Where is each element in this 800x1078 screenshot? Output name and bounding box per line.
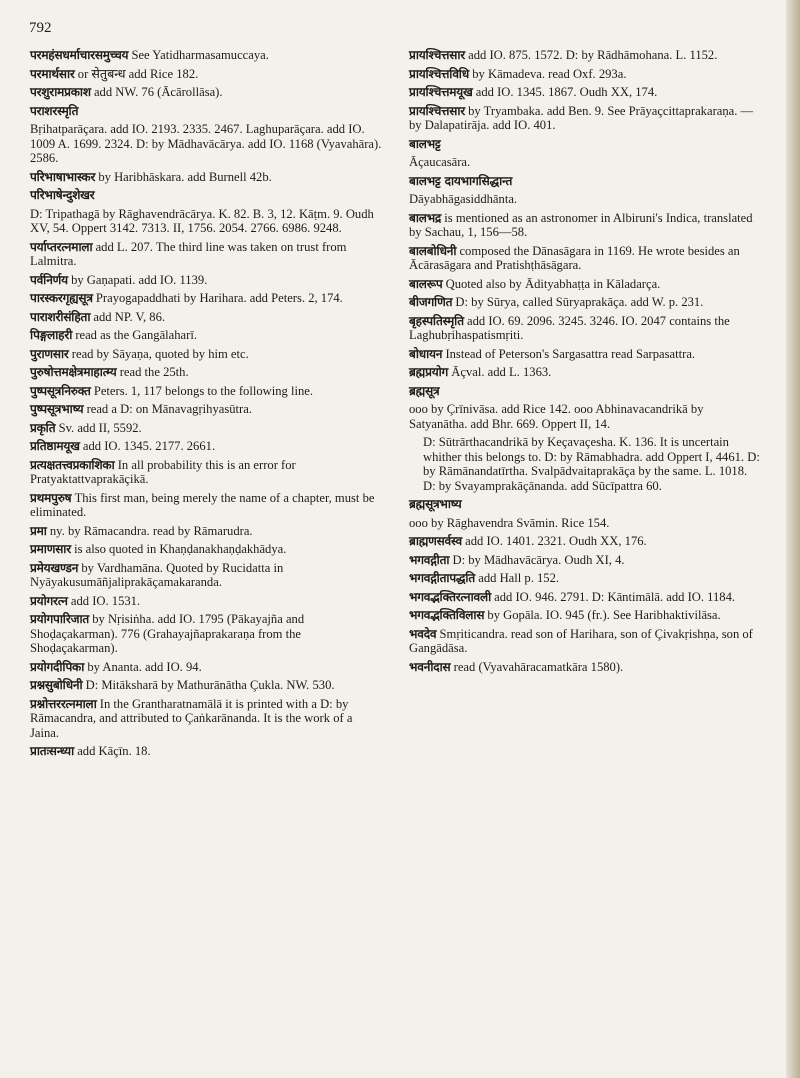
sanskrit-headword: पुष्पसूत्रभाष्य [30,402,84,416]
index-entry [409,516,761,531]
sanskrit-headword: पर्याप्तरत्नमाला [30,239,93,254]
entry-text: ooo by Çrīnivāsa. add Rice 142. ooo Abhinavacandrikā by Satyanātha. add Bhr. 669. Oppert II, 14. [409,402,704,431]
index-entry [409,295,761,310]
sanskrit-headword: भगवद्भक्तिविलास [409,608,485,622]
index-entry [409,608,761,623]
sanskrit-headword: ब्रह्मप्रयोग [409,365,449,379]
page-edge-shadow [786,0,800,1078]
index-entry [30,347,382,362]
sanskrit-headword: बीजगणित [409,295,453,309]
index-entry [409,104,761,133]
entry-text: Āçaucasāra. [409,155,471,169]
entry-text: read a D: on Mānavagṛihyasūtra. [86,402,252,416]
index-entry [409,137,761,152]
index-entry [30,122,382,166]
index-entry [30,542,382,557]
index-entry [409,365,761,380]
index-entry [30,85,382,100]
sanskrit-headword: ब्रह्मसूत्र [409,383,440,398]
sanskrit-headword: बालरूप [409,276,443,291]
left-column [30,48,382,763]
sanskrit-headword: प्रायश्चित्तविधि [409,66,470,81]
entry-text: Quoted also by Ādityabhaṭṭa in Kāladarça. [445,276,661,291]
index-entry [409,155,761,170]
index-entry [30,439,382,454]
index-entry [409,211,761,240]
sanskrit-headword: परिभाषेन्दुशेखर [30,188,95,202]
sanskrit-headword: प्रायश्चित्तसार [409,48,465,62]
entry-text: See Yatidharmasamuccaya. [131,48,269,62]
index-entry [30,328,382,343]
index-entry [30,594,382,609]
sanskrit-headword: प्रतिष्ठामयूख [30,439,80,453]
index-entry [409,497,761,512]
sanskrit-headword: प्रयोगपारिजात [30,612,90,626]
sanskrit-headword: प्रातःसन्ध्या [30,744,75,758]
index-entry [409,553,761,568]
index-entry [30,104,382,119]
sanskrit-headword: परमहंसधर्माचारसमुच्चय [30,48,129,62]
entry-text: or सेतुबन्ध add Rice 182. [77,66,199,81]
index-entry [409,192,761,207]
sanskrit-headword: बालभट्ट [409,136,441,151]
index-entry [30,697,382,741]
sanskrit-headword: प्रमा [30,523,47,538]
sanskrit-headword: भगवद्गीतापद्धति [409,571,476,585]
index-entry [409,402,761,431]
sanskrit-headword: प्रायश्चित्तसार [409,103,465,118]
sanskrit-headword: बृहस्पतिस्मृति [409,313,464,328]
entry-text: read by Sāyaṇa, quoted by him etc. [71,346,249,361]
sanskrit-headword: बालभट्ट दायभागसिद्धान्त [409,173,513,188]
sanskrit-headword: प्रश्नोत्तररत्नमाला [30,696,97,711]
index-entry [30,291,382,306]
entry-text: D: by Sūrya, called Sūryaprakāça. add W. p. 231. [455,295,704,309]
index-entry [409,48,761,63]
sanskrit-headword: ब्रह्मसूत्रभाष्य [409,497,462,511]
sanskrit-headword: बालभद्र [409,210,442,225]
entry-text: Smṛiticandra. read son of Harihara, son of Çivakṛishṇa, son of Gangādāsa. [409,626,753,655]
index-entry [30,421,382,436]
index-entry [409,85,761,100]
sanskrit-headword: परिभाषाभास्कर [30,169,96,184]
entry-text: D: Mitāksharā by Mathurānātha Çukla. NW. 530. [85,678,335,692]
index-entry [409,571,761,586]
sanskrit-headword: परशुरामप्रकाश [30,85,91,99]
index-entry [409,435,761,493]
entry-text: Peters. 1, 117 belongs to the following line. [93,383,314,398]
index-entry [30,365,382,380]
entry-text: add IO. 875. 1572. D: by Rādhāmohana. L. 1152. [468,48,718,62]
sanskrit-headword: ब्राह्मणसर्वस्व [409,534,462,548]
right-column [409,48,761,678]
entry-text: by Gaṇapati. add IO. 1139. [71,272,208,287]
entry-text: by Ananta. add IO. 94. [87,659,202,674]
index-entry [30,402,382,417]
index-entry [30,744,382,759]
index-entry [30,207,382,236]
entry-text: ny. by Rāmacandra. read by Rāmarudra. [49,523,253,538]
index-entry [409,67,761,82]
sanskrit-headword: पिङ्गलाहरी [30,328,73,342]
index-entry [30,612,382,656]
index-entry [30,188,382,203]
sanskrit-headword: पर्वनिर्णय [30,272,68,287]
page-number: 792 [29,20,52,36]
index-entry [30,524,382,539]
entry-text: add NP. V, 86. [93,309,166,324]
index-entry [409,660,761,675]
entry-text: by Tryambaka. add Ben. 9. See Prāyaçcittaprakaraṇa. — by Dalapatirāja. add IO. 401. [409,103,754,132]
entry-text: add IO. 1531. [70,593,141,608]
index-entry [30,561,382,590]
entry-text: by Gopāla. IO. 945 (fr.). See Haribhaktivilāsa. [487,608,721,622]
sanskrit-headword: प्रकृति [30,420,56,435]
entry-text: D: Tripathagā by Rāghavendrācārya. K. 82. B. 3, 12. Kāṭm. 9. Oudh XV, 54. Oppert 3142. 7313. II, 1756. 2054. 2766. 6986. 9248. [30,206,374,235]
index-entry [30,660,382,675]
entry-text: composed the Dānasāgara in 1169. He wrote besides an Ācārasāgara and Pratishṭhāsāgara. [409,243,740,272]
entry-text: Sv. add II, 5592. [58,420,142,435]
sanskrit-headword: पुष्पसूत्रनिरुक्त [30,383,91,398]
entry-text: This first man, being merely the name of a chapter, must be eliminated. [30,490,375,519]
entry-text: is also quoted in Khaṇḍanakhaṇḍakhādya. [74,542,287,556]
index-entry [30,384,382,399]
index-entry [409,347,761,362]
index-entry [30,240,382,269]
sanskrit-headword: बोधायन [409,346,443,361]
entry-text: In the Grantharatnamālā it is printed with a D: by Rāmacandra, and attributed to Çaṅkarānanda. It is the work of a Jaina. [30,696,353,740]
sanskrit-headword: प्रमाणसार [30,542,71,556]
sanskrit-headword: प्रथमपुरुष [30,490,72,505]
index-entry [30,310,382,325]
index-entry [409,244,761,273]
sanskrit-headword: भगवद्भक्तिरत्नावली [409,589,491,604]
entry-text: add NW. 76 (Ācārollāsa). [93,85,223,99]
sanskrit-headword: प्रायश्चित्तमयूख [409,85,473,99]
entry-text: D: by Mādhavācārya. Oudh XI, 4. [452,552,625,567]
entry-text: add Kāçīn. 18. [77,744,151,758]
entry-text: In all probability this is an error for Pratyaktattvaprakāçikā. [30,457,296,486]
index-entry [409,314,761,343]
entry-text: by Haribhāskara. add Burnell 42b. [98,169,272,184]
index-entry [30,273,382,288]
index-entry [409,534,761,549]
index-entry [30,67,382,82]
sanskrit-headword: पारस्करगृह्यसूत्र [30,291,93,305]
index-entry [30,678,382,693]
sanskrit-headword: पराशरस्मृति [30,103,79,118]
entry-text: add Hall p. 152. [478,571,560,585]
entry-text: by Nṛisiṅha. add IO. 1795 (Pākayajña and Shoḍaçakarman). 776 (Grahayajñaprakaraṇa from the Shoḍaçakarman). [30,612,305,655]
entry-text: by Kāmadeva. read Oxf. 293a. [472,66,627,81]
sanskrit-headword: पाराशरीसंहिता [30,309,91,324]
index-entry [30,491,382,520]
entry-text: ooo by Rāghavendra Svāmin. Rice 154. [409,515,610,530]
entry-text: is mentioned as an astronomer in Albiruni's Indica, translated by Sachau, 1, 156—58. [409,210,753,239]
entry-text: Āçval. add L. 1363. [451,365,552,379]
entry-text: Bṛihatparāçara. add IO. 2193. 2335. 2467. Laghuparāçara. add IO. 1009 A. 1699. 2324. D: by Mādhavācārya. add IO. 1168 (Vyavahāra). 2586. [30,122,382,165]
entry-text: Instead of Peterson's Sargasattra read Sarpasattra. [445,346,696,361]
sanskrit-headword: भवदेव [409,626,437,641]
sanskrit-headword: पुराणसार [30,346,69,361]
entry-text: read as the Gangālaharī. [75,328,197,342]
index-entry [30,458,382,487]
entry-text: add IO. 1345. 2177. 2661. [82,439,216,453]
sanskrit-headword: प्रश्नसुबोधिनी [30,678,83,692]
sanskrit-headword: बालबोधिनी [409,243,457,258]
entry-text: read the 25th. [119,365,189,379]
sanskrit-headword: परमार्थसार [30,66,75,81]
entry-text: Dāyabhāgasiddhānta. [409,192,518,206]
entry-text: add IO. 1345. 1867. Oudh XX, 174. [475,85,658,99]
index-entry [409,627,761,656]
index-entry [30,170,382,185]
entry-text: add IO. 69. 2096. 3245. 3246. IO. 2047 contains the Laghubṛihaspatismṛiti. [409,313,730,342]
sanskrit-headword: पुरुषोत्तमक्षेत्रमाहात्म्य [30,365,117,379]
sanskrit-headword: भगवद्गीता [409,552,450,567]
entry-text: add IO. 1401. 2321. Oudh XX, 176. [465,534,647,548]
sanskrit-headword: प्रयोगरत्न [30,593,68,608]
sanskrit-headword: प्रमेयखण्डन [30,560,79,575]
entry-text: read (Vyavahāracamatkāra 1580). [453,659,624,674]
index-entry [409,277,761,292]
index-entry [409,174,761,189]
entry-text: add IO. 946. 2791. D: Kāntimālā. add IO. 1184. [494,589,736,604]
sanskrit-headword: प्रत्यक्षतत्त्वप्रकाशिका [30,457,115,472]
entry-text: Prayogapaddhati by Harihara. add Peters. 2, 174. [95,291,343,305]
index-entry [409,590,761,605]
index-entry [409,384,761,399]
entry-text: D: Sūtrārthacandrikā by Keçavaçesha. K. 136. It is uncertain whither this belongs to. D: by Rāmabhadra. add Oppert I, 4461. D: by Rāmānandatīrtha. Svalpādvaitaprakāça by the same. L. 1018. D: by Svayamprakāçānanda. add Sūcīpattra 60. [423,435,760,493]
index-entry [30,48,382,63]
sanskrit-headword: प्रयोगदीपिका [30,659,85,674]
sanskrit-headword: भवनीदास [409,659,451,674]
entry-text: by Vardhamāna. Quoted by Rucidatta in Nyāyakusumāñjaliprakāçamakaranda. [30,560,284,589]
entry-text: add L. 207. The third line was taken on trust from Lalmitra. [30,239,347,268]
